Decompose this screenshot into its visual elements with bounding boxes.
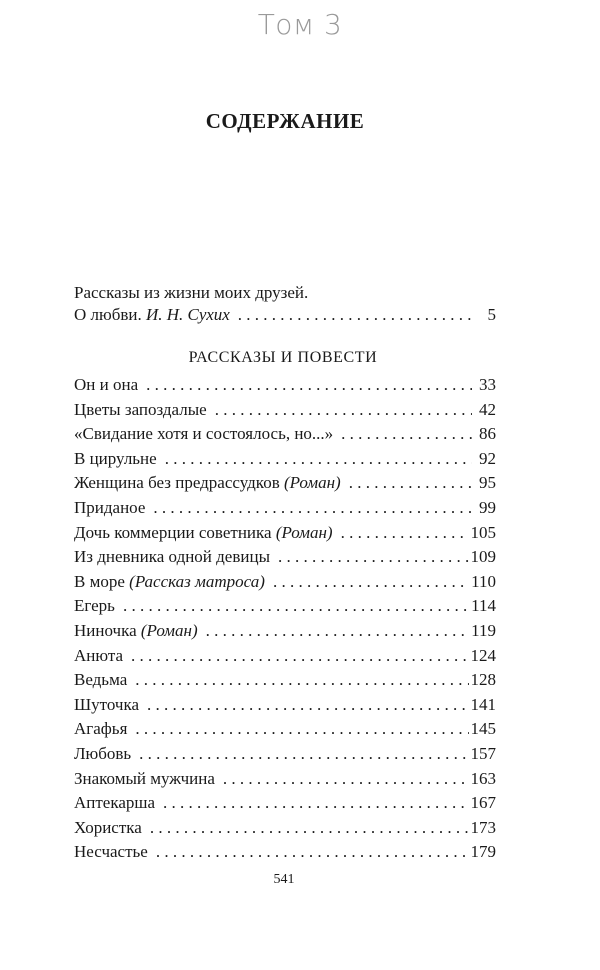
toc-entry-text: [74, 521, 333, 546]
intro-entry-title: О любви.: [74, 305, 142, 324]
dot-leader: [238, 304, 472, 326]
toc-entry: [74, 693, 496, 718]
toc-entry-note: (Роман): [140, 620, 198, 640]
toc-entry-page: 163: [470, 768, 496, 788]
toc-entry-note: (Роман): [283, 473, 341, 493]
toc-entry: [74, 422, 496, 447]
toc-entry-page: 86: [479, 424, 496, 444]
toc-entry-text: [74, 570, 265, 595]
entry-list: [74, 373, 496, 865]
toc-entry-text: [74, 545, 270, 570]
dot-leader: [349, 471, 472, 496]
toc-entry-text: [74, 791, 155, 816]
toc-entry-text: [74, 373, 138, 398]
toc-entry-text: [74, 422, 333, 447]
dot-leader: [278, 545, 469, 570]
toc-entry-title: Ниночка: [74, 620, 137, 640]
dot-leader: [163, 791, 468, 816]
intro-entry-page: 5: [487, 305, 496, 324]
toc-entry: [74, 668, 496, 693]
toc-entry: [74, 717, 496, 742]
toc-entry-title: В море: [74, 571, 125, 591]
toc-entry-title: Приданое: [74, 497, 146, 517]
page-number: 541: [273, 872, 295, 887]
toc-entry-text: [74, 668, 127, 693]
toc-entry-page: 42: [479, 399, 496, 419]
toc-entry-page: 99: [479, 497, 496, 517]
dot-leader: [123, 594, 469, 619]
toc-entry-title: Он и она: [74, 375, 139, 394]
toc-entry: [74, 496, 496, 521]
toc-entry: [74, 373, 496, 398]
toc-entry-title: Женщина без предрассудков: [74, 473, 280, 493]
toc-entry: [74, 840, 496, 865]
toc-entry: [74, 398, 496, 423]
toc-entry: [74, 644, 496, 669]
section-heading: РАССКАЗЫ И ПОВЕСТИ: [188, 349, 378, 366]
toc-entry: [74, 767, 496, 792]
toc-entry: [74, 742, 496, 767]
toc-entry-title: Егерь: [74, 596, 115, 616]
toc-entry: [74, 816, 496, 841]
toc-entry-text: [74, 447, 157, 472]
toc-entry-page: 173: [470, 817, 496, 837]
toc-entry-text: [74, 594, 115, 619]
toc-entry-page: 124: [470, 645, 496, 665]
toc-entry-note: (Рассказ матроса): [129, 571, 265, 591]
toc-entry-page: 110: [471, 571, 496, 591]
toc-entry-page: 119: [471, 620, 496, 640]
dot-leader: [223, 767, 469, 792]
toc-entry-title: Аптекарша: [74, 793, 156, 813]
toc-entry-title: Дочь коммерции советника: [74, 522, 272, 542]
dot-leader: [135, 717, 468, 742]
toc-entry-text: [74, 496, 145, 521]
dot-leader: [153, 496, 472, 521]
toc-entry-text: [74, 693, 139, 718]
toc-entry: [74, 471, 496, 496]
toc-entry: [74, 570, 496, 595]
table-of-contents: [74, 282, 496, 865]
toc-entry-text: [74, 742, 131, 767]
intro-entry-line2: [74, 304, 496, 326]
intro-entry-text: [74, 304, 230, 326]
toc-entry: [74, 521, 496, 546]
toc-entry-page: 141: [470, 694, 496, 714]
toc-entry-page: 95: [479, 473, 496, 493]
toc-entry-title: Агафья: [74, 719, 128, 739]
dot-leader: [341, 521, 469, 546]
toc-entry-page: 157: [470, 743, 496, 763]
toc-entry-page: 114: [471, 596, 496, 616]
toc-entry-title: Несчастье: [74, 842, 148, 862]
toc-entry-text: [74, 619, 198, 644]
dot-leader: [139, 742, 468, 767]
dot-leader: [165, 447, 472, 472]
intro-entry-line1: Рассказы из жизни моих друзей.: [74, 283, 309, 302]
dot-leader: [215, 398, 472, 423]
toc-entry-title: Из дневника одной девицы: [74, 547, 270, 567]
toc-entry-text: [74, 471, 341, 496]
toc-entry-page: 145: [470, 719, 496, 739]
dot-leader: [341, 422, 472, 447]
intro-entry-author: И. Н. Сухих: [145, 305, 230, 324]
toc-entry-note: (Роман): [275, 522, 333, 542]
toc-entry-page: 109: [470, 547, 496, 567]
toc-entry-text: [74, 398, 207, 423]
toc-entry-page: 128: [470, 670, 496, 690]
toc-entry: [74, 791, 496, 816]
dot-leader: [135, 668, 468, 693]
toc-entry-text: [74, 717, 127, 742]
dot-leader: [131, 644, 468, 669]
volume-label: Том 3: [257, 8, 343, 41]
toc-entry-title: Шуточка: [74, 694, 140, 714]
toc-entry-title: Знакомый мужчина: [74, 768, 215, 788]
toc-entry-title: Цветы запоздалые: [74, 399, 207, 419]
toc-entry: [74, 594, 496, 619]
toc-entry-text: [74, 644, 123, 669]
dot-leader: [206, 619, 470, 644]
dot-leader: [150, 816, 469, 841]
toc-entry-page: 33: [479, 375, 496, 394]
toc-entry-title: В цирульне: [74, 448, 157, 468]
toc-entry-text: [74, 767, 215, 792]
toc-entry-title: Анюта: [74, 645, 124, 665]
toc-entry-page: 105: [470, 522, 496, 542]
toc-entry: [74, 447, 496, 472]
toc-entry-text: [74, 816, 142, 841]
dot-leader: [156, 840, 469, 865]
toc-entry-title: Ведьма: [74, 670, 128, 690]
dot-leader: [147, 693, 468, 718]
toc-entry-title: Любовь: [74, 743, 132, 763]
dot-leader: [146, 373, 472, 398]
toc-entry-page: 92: [479, 448, 496, 468]
toc-entry-title: «Свидание хотя и состоялось, но...»: [74, 424, 334, 444]
toc-entry: [74, 619, 496, 644]
toc-entry-title: Хористка: [74, 817, 142, 837]
dot-leader: [273, 570, 469, 595]
toc-entry-text: [74, 840, 148, 865]
toc-entry-page: 179: [470, 842, 496, 862]
toc-entry-page: 167: [470, 793, 496, 813]
toc-entry: [74, 545, 496, 570]
page-title: СОДЕРЖАНИЕ: [205, 109, 365, 133]
